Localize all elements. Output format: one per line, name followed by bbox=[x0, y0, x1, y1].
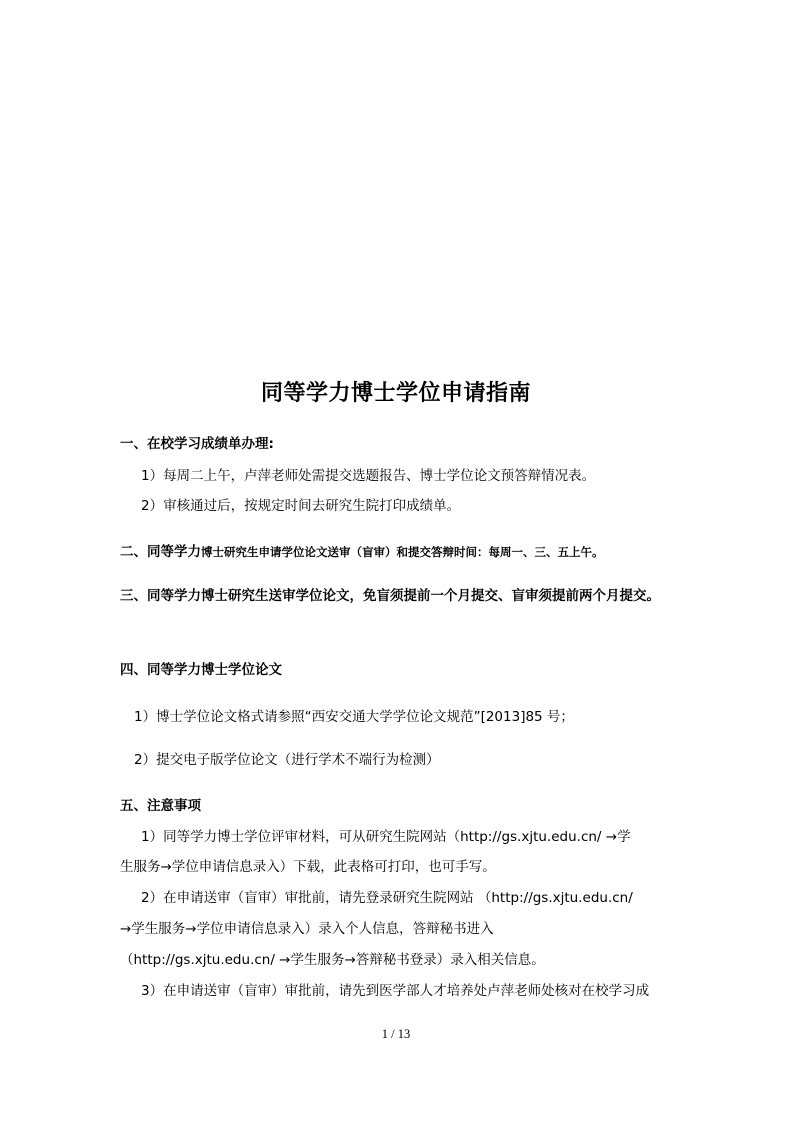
section-1-heading: 一、在校学习成绩单办理: bbox=[120, 436, 274, 452]
section-4-item-1: 1）博士学位论文格式请参照“西安交通大学学位论文规范”[2013]85 号； bbox=[134, 709, 574, 725]
section-5-heading: 五、注意事项 bbox=[120, 798, 201, 814]
section-5-line-5: （http://gs.xjtu.edu.cn/ →学生服务→答辩秘书登录）录入相关信息。 bbox=[120, 952, 545, 968]
section-4-item-2: 2）提交电子版学位论文（进行学术不端行为检测） bbox=[134, 752, 440, 768]
section-5-line-2: 生服务→学位申请信息录入）下载，此表格可打印，也可手写。 bbox=[120, 859, 496, 875]
section-1-item-1: 1）每周二上午，卢萍老师处需提交选题报告、博士学位论文预答辩情况表。 bbox=[141, 468, 596, 484]
section-5-line-1: 1）同等学力博士学位评审材料，可从研究生院网站（http://gs.xjtu.edu.cn/ →学 bbox=[141, 829, 631, 845]
section-1-item-2: 2）审核通过后，按规定时间去研究生院打印成绩单。 bbox=[141, 498, 461, 514]
section-3-heading: 三、同等学力博士研究生送审学位论文，免盲须提前一个月提交、盲审须提前两个月提交。 bbox=[120, 588, 660, 604]
section-4-heading: 四、同等学力博士学位论文 bbox=[120, 662, 282, 678]
page-number: 1 / 13 bbox=[381, 1027, 411, 1041]
section-5-line-4: →学生服务→学位申请信息录入）录入个人信息，答辩秘书进入 bbox=[120, 921, 494, 937]
section-2-heading bbox=[120, 540, 604, 560]
section-2-heading-lead: 二、同等学力 bbox=[120, 544, 201, 560]
section-5-line-3: 2）在申请送审（盲审）审批前，请先登录研究生院网站 （http://gs.xjtu.edu.cn/ bbox=[141, 890, 633, 906]
section-5-line-6: 3）在申请送审（盲审）审批前，请先到医学部人才培养处卢萍老师处核对在校学习成 bbox=[141, 983, 650, 999]
document-title: 同等学力博士学位申请指南 bbox=[260, 381, 531, 406]
section-2-heading-rest: 博士研究生申请学位论文送审（盲审）和提交答辩时间：每周一、三、五上午。 bbox=[201, 545, 604, 559]
